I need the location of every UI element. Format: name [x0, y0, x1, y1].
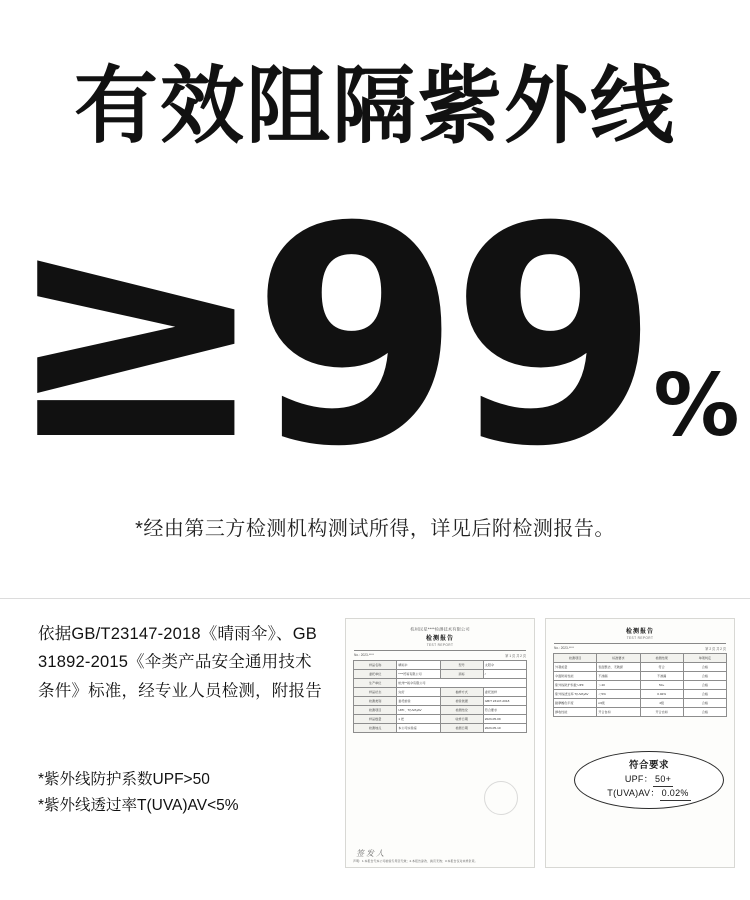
cell-label: 委托单位 [354, 670, 397, 679]
cell-label: 型号 [440, 661, 483, 670]
certification-section [0, 600, 750, 900]
cell-requirement: 表面整洁、无破损 [597, 663, 640, 672]
report-title-en: TEST REPORT [426, 643, 454, 647]
greater-equal-symbol: ≥ [4, 157, 262, 506]
cell-verdict: 合格 [683, 690, 726, 699]
report-header [346, 619, 534, 647]
cell-label: 样品数量 [354, 715, 397, 724]
table-row [554, 681, 727, 690]
test-report-page-1[interactable] [345, 618, 535, 868]
uv-block-value: 99 [251, 163, 650, 512]
cell-verdict: 合格 [683, 672, 726, 681]
cell-value: 杭州**雨伞有限公司 [397, 679, 527, 688]
callout-uva [575, 787, 723, 801]
table-row [554, 672, 727, 681]
report-number: No.: 2023-**** [554, 646, 574, 650]
cell-requirement: ≥3级 [597, 699, 640, 708]
cell-result: 4级 [640, 699, 683, 708]
cell-verdict: 合格 [683, 681, 726, 690]
callout-title: 符合要求 [628, 760, 669, 771]
cell-value: 委托检验 [397, 697, 440, 706]
cell-value: GB/T 23147-2018 [483, 697, 526, 706]
callout-uva-value: 0.02% [660, 787, 691, 801]
callout-upf [575, 773, 723, 787]
cell-label: 检验依据 [440, 697, 483, 706]
cell-label: 检测地点 [354, 724, 397, 733]
hero-footnote: *经由第三方检测机构测试所得，详见后附检测报告。 [135, 518, 615, 540]
cell-label: 样品名称 [354, 661, 397, 670]
results-callout [574, 751, 724, 809]
cell-label: 抽样方式 [440, 688, 483, 697]
report-page-count: 第 1 页 共 2 页 [505, 654, 526, 658]
table-row [354, 670, 527, 679]
cell-result: 50+ [640, 681, 683, 690]
cell-label: 检测类别 [354, 697, 397, 706]
report-page-count: 第 2 页 共 2 页 [705, 647, 726, 651]
cell-label: 收样日期 [440, 715, 483, 724]
table-row [354, 688, 527, 697]
table-row [354, 679, 527, 688]
report-results-table [553, 653, 727, 717]
cell-requirement: 不渗漏 [597, 672, 640, 681]
cell-requirement: ＞40 [597, 681, 640, 690]
spec-item-uva: *紫外线透过率T(UVA)AV<5% [38, 797, 239, 815]
report-images [345, 618, 735, 880]
cell-result: 符合 [640, 663, 683, 672]
cell-value: 委托送样 [483, 688, 526, 697]
cell-result: 开合自如 [640, 708, 683, 717]
cell-item: 外观质量 [554, 663, 597, 672]
cell-value: 本公司实验室 [397, 724, 440, 733]
cell-item: 紫外线透过率 T(UVA)AV [554, 690, 597, 699]
cell-value: 2023-05-10 [483, 724, 526, 733]
report-title-cn: 检测报告 [625, 629, 654, 635]
cell-result: 不渗漏 [640, 672, 683, 681]
table-row [354, 715, 527, 724]
test-report-page-2[interactable] [545, 618, 735, 868]
cell-value: 2023-05-09 [483, 715, 526, 724]
spec-item-upf: *紫外线防护系数UPF>50 [38, 771, 210, 789]
callout-upf-value: 50+ [653, 773, 673, 787]
report-info-table [353, 660, 527, 733]
table-row [354, 697, 527, 706]
report-footer-note: 声明：1.本报告无本公司检验专用章无效；2.本报告涂改、换页无效；3.本报告仅对来样负责。 [353, 858, 478, 863]
cell-label: 检测结论 [440, 706, 483, 715]
uv-block-figure [0, 157, 750, 512]
cell-item: 紫外线防护系数 UPF [554, 681, 597, 690]
cell-label: 商标 [440, 670, 483, 679]
table-row [354, 706, 527, 715]
report-org: 杭州民星****检测技术有限公司 [410, 626, 470, 632]
report-title-cn: 检测报告 [425, 636, 454, 642]
cell-value: 1 把 [397, 715, 440, 724]
cell-value: 太阳伞 [483, 661, 526, 670]
cell-item: 耐摩擦色牢度 [554, 699, 597, 708]
percent-symbol: % [653, 356, 740, 456]
report-number: No.: 2023-**** [354, 653, 374, 657]
certification-text-block [38, 620, 328, 820]
table-row [554, 699, 727, 708]
report-rule [354, 650, 526, 651]
cell-value: 晴雨伞 [397, 661, 440, 670]
cell-requirement: 开合自如 [597, 708, 640, 717]
column-header: 检测项目 [554, 654, 597, 663]
cell-verdict: 合格 [683, 699, 726, 708]
report-rule [554, 643, 726, 644]
cell-value: ****贸易有限公司 [397, 670, 440, 679]
cell-verdict: 合格 [683, 708, 726, 717]
cell-label: 检测日期 [440, 724, 483, 733]
report-meta [346, 653, 534, 660]
table-row [554, 708, 727, 717]
cell-verdict: 合格 [683, 663, 726, 672]
cell-value: 完好 [397, 688, 440, 697]
section-divider [0, 598, 750, 599]
report-title-en: TEST REPORT [626, 636, 654, 640]
table-row [554, 690, 727, 699]
page-title: 有效阻隔紫外线 [73, 57, 676, 155]
cell-label: 样品状态 [354, 688, 397, 697]
cell-value: UPF、T(UVA)AV [397, 706, 440, 715]
cell-value: 符合要求 [483, 706, 526, 715]
cell-result: 0.02% [640, 690, 683, 699]
column-header: 检测结果 [640, 654, 683, 663]
signature: 签发人 [356, 849, 386, 858]
cell-value: / [483, 670, 526, 679]
cell-item: 撑收性能 [554, 708, 597, 717]
table-header-row [554, 654, 727, 663]
report-meta [546, 646, 734, 653]
cell-label: 检测项目 [354, 706, 397, 715]
report-header [546, 619, 734, 640]
company-stamp-icon [484, 781, 518, 815]
table-row [554, 663, 727, 672]
callout-upf-label: UPF： [624, 774, 654, 784]
table-row [354, 661, 527, 670]
standard-description: 依据GB/T23147-2018《晴雨伞》、GB 31892-2015《伞类产品安全通用技术条件》标准，经专业人员检测，附报告 [38, 625, 322, 700]
cell-requirement: ＜5% [597, 690, 640, 699]
spec-list [38, 767, 328, 820]
cell-item: 伞面防雨性能 [554, 672, 597, 681]
table-row [354, 724, 527, 733]
column-header: 单项判定 [683, 654, 726, 663]
callout-uva-label: T(UVA)AV： [607, 788, 660, 799]
cell-label: 生产单位 [354, 679, 397, 688]
column-header: 标准要求 [597, 654, 640, 663]
